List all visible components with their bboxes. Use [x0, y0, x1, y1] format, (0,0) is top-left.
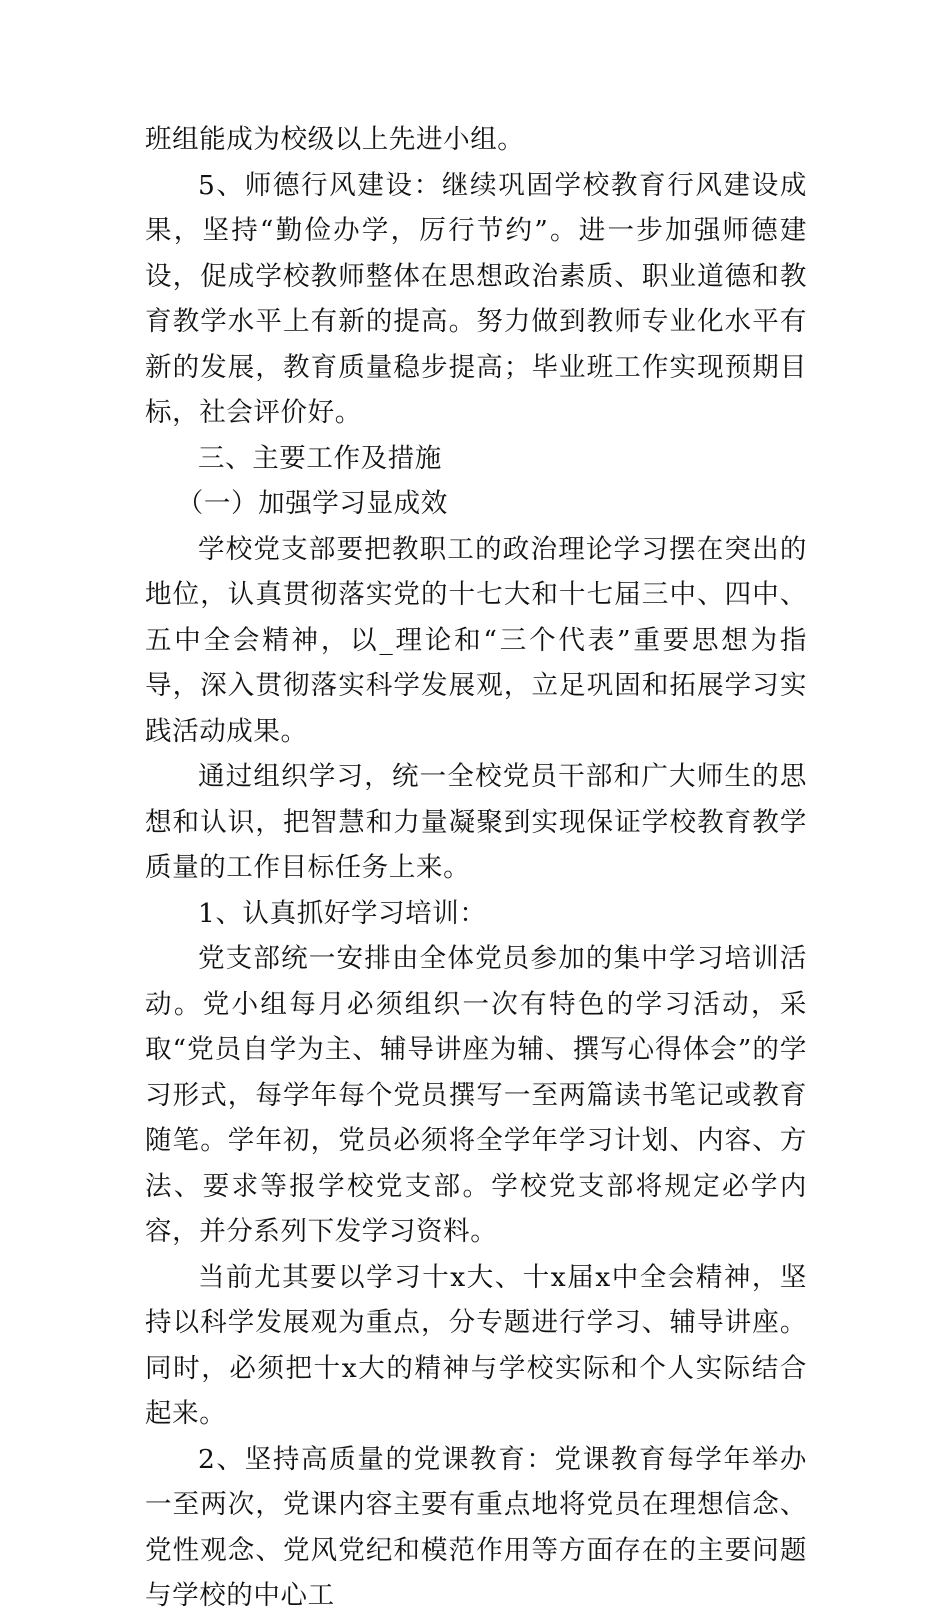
subsection-heading-study: （一）加强学习显成效 [176, 488, 448, 519]
paragraph-party-lessons: 2、坚持高质量的党课教育：党课教育每学年举办一至两次，党课内容主要有重点地将党员在理想信念、党性观念、党风党纪和模范作用等方面存在的主要问题与学校的中心工 [145, 1443, 807, 1611]
paragraph-training-activities: 党支部统一安排由全体党员参加的集中学习培训活动。党小组每月必须组织一次有特色的学习活动，采取“党员自学为主、辅导讲座为辅、撰写心得体会”的学习形式，每学年每个党员撰写一至两篇读书笔记或教育随笔。学年初，党员必须将全学年学习计划、内容、方法、要求等报学校党支部。学校党支部将规定必学内容，并分系列下发学习资料。 [145, 943, 807, 1247]
paragraph-teacher-ethics: 5、师德行风建设：继续巩固学校教育行风建设成果，坚持“勤俭办学，厉行节约”。进一步加强师德建设，促成学校教师整体在思想政治素质、职业道德和教育教学水平上有新的提高。努力做到教师专业化水平有新的发展，教育质量稳步提高；毕业班工作实现预期目标，社会评价好。 [145, 169, 807, 428]
document-body [145, 117, 807, 1619]
paragraph-organize-study: 通过组织学习，统一全校党员干部和广大师生的思想和认识，把智慧和力量凝聚到实现保证学校教育教学质量的工作目标任务上来。 [145, 761, 807, 883]
section-heading-main-work: 三、主要工作及措施 [198, 442, 442, 474]
item-heading-training: 1、认真抓好学习培训： [198, 897, 487, 929]
paragraph-continuation: 班组能成为校级以上先进小组。 [145, 124, 525, 155]
paragraph-party-study: 学校党支部要把教职工的政治理论学习摆在突出的地位，认真贯彻落实党的十七大和十七届三中、四中、五中全会精神，以_理论和“三个代表”重要思想为指导，深入贯彻落实科学发展观，立足巩固和拓展学习实践活动成果。 [145, 533, 807, 747]
paragraph-current-focus: 当前尤其要以学习十x大、十x届x中全会精神，坚持以科学发展观为重点，分专题进行学习、辅导讲座。同时，必须把十x大的精神与学校实际和个人实际结合起来。 [145, 1261, 807, 1429]
